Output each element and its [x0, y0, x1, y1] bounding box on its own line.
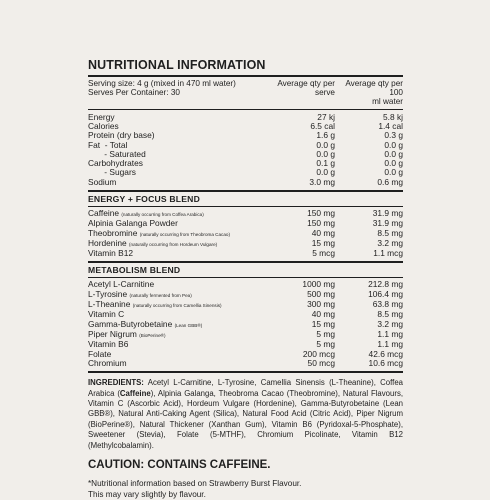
- row-serve-value: 15 mg: [311, 318, 335, 329]
- row-per100-value: 0.0 g: [384, 158, 403, 169]
- metabolism-blend-table: [88, 280, 403, 368]
- row-serve-value: 0.0 g: [316, 167, 335, 178]
- servings-per-container: Serves Per Container: 30: [88, 88, 180, 98]
- row-serve-value: 1.6 g: [316, 130, 335, 141]
- row-serve-value: 3.0 mg: [309, 176, 335, 187]
- metabolism-blend-row: [88, 359, 403, 368]
- row-per100-value: 0.0 g: [384, 167, 403, 178]
- nutrition-divider: [88, 190, 403, 192]
- row-note: (BioPerine®): [139, 332, 166, 338]
- header-divider: [88, 109, 403, 110]
- title-divider: [88, 75, 403, 77]
- row-serve-value: 27 kj: [317, 111, 335, 122]
- row-serve-value: 50 mcg: [307, 357, 335, 368]
- row-serve-value: 0.0 g: [316, 139, 335, 150]
- row-name: - Sugars: [88, 167, 136, 178]
- row-per100-value: 10.6 mcg: [368, 357, 403, 368]
- serving-header: [88, 79, 403, 107]
- row-name: Vitamin C: [88, 309, 125, 320]
- row-name: Acetyl L-Carnitine: [88, 279, 155, 290]
- nutrition-row: [88, 131, 403, 140]
- row-name: Alpinia Galanga Powder: [88, 218, 178, 229]
- row-per100-value: 0.3 g: [384, 130, 403, 141]
- footnote-line-1: *Nutritional information based on Strawberry Burst Flavour.: [88, 478, 302, 488]
- row-note: (naturally fermented from Pea): [129, 292, 192, 298]
- row-serve-value: 5 mg: [316, 339, 335, 350]
- row-per100-value: 0.0 g: [384, 139, 403, 150]
- row-serve-value: 0.1 g: [316, 158, 335, 169]
- row-name: Gamma-Butyrobetaine: [88, 318, 173, 329]
- row-name: Carbohydrates: [88, 158, 143, 169]
- row-note: (naturally occurring from Coffea Arabica): [121, 211, 204, 217]
- row-per100-value: 0.0 g: [384, 148, 403, 159]
- nutrition-table: [88, 113, 403, 187]
- row-per100-value: 1.1 mcg: [373, 248, 403, 259]
- row-serve-value: 200 mcg: [302, 348, 335, 359]
- nutrition-row: [88, 113, 403, 122]
- row-per100-value: 8.5 mg: [377, 227, 403, 238]
- row-name: Hordenine: [88, 237, 127, 248]
- row-name: L-Theanine: [88, 299, 131, 310]
- row-note: (naturally occurring from Camellia Sinensis): [132, 303, 222, 309]
- row-per100-value: 3.2 mg: [377, 318, 403, 329]
- row-serve-value: 15 mg: [311, 237, 335, 248]
- row-note: (naturally occurring from Hordeum Vulgare): [128, 241, 218, 247]
- row-serve-value: 5 mcg: [312, 248, 335, 259]
- energy-blend-end-divider: [88, 261, 403, 263]
- row-name: Energy: [88, 111, 115, 122]
- row-serve-value: 6.5 cal: [310, 120, 335, 131]
- row-per100-value: 42.6 mcg: [368, 348, 403, 359]
- ingredients-label: INGREDIENTS:: [88, 378, 144, 388]
- row-name: L-Tyrosine: [88, 288, 128, 299]
- row-per100-value: 1.1 mg: [377, 328, 403, 339]
- row-note: (Lean GBB®): [174, 322, 203, 328]
- row-serve-value: 150 mg: [307, 207, 335, 218]
- row-per100-value: 106.4 mg: [368, 288, 403, 299]
- row-name: Vitamin B12: [88, 248, 134, 259]
- row-per100-value: 8.5 mg: [377, 309, 403, 320]
- row-name: Theobromine: [88, 227, 138, 238]
- nutrition-panel: [88, 58, 403, 500]
- row-name: - Saturated: [88, 148, 146, 159]
- row-name: Piper Nigrum: [88, 328, 137, 339]
- footnote-line-2: This may vary slightly by flavour.: [88, 489, 206, 499]
- nutrition-row: [88, 168, 403, 177]
- row-name: Calories: [88, 120, 119, 131]
- panel-title: NUTRITIONAL INFORMATION: [88, 58, 266, 72]
- row-name: Fat - Total: [88, 139, 128, 150]
- row-per100-value: 1.1 mg: [377, 339, 403, 350]
- row-name: Protein (dry base): [88, 130, 155, 141]
- row-serve-value: 300 mg: [307, 299, 335, 310]
- row-per100-value: 3.2 mg: [377, 237, 403, 248]
- ingredients-text: [88, 378, 403, 451]
- metabolism-blend-row: [88, 290, 403, 300]
- row-name: Caffeine: [88, 207, 120, 218]
- row-note: (naturally occurring from Theobroma Cacao): [139, 231, 230, 237]
- metabolism-blend-title: METABOLISM BLEND: [88, 265, 181, 276]
- row-serve-value: 5 mg: [316, 328, 335, 339]
- metabolism-blend-row: [88, 340, 403, 349]
- ingredients-part-b: ), Alpinia Galanga, Theobroma Cacao (Theobromine), Natural Flavours, Vitamin C (Ascorbic Acid), Hordeum Vulgare (Hordenine), Gamma-Butyrobetaine (Lean GBB®), Natural Anti-Caking Agent (Silica), Natural Food Acid (Citric Acid), Piper Nigrum (BioPerine®), Natural Thickener (Xanthan Gum), Vitamin B6 (Pyridoxal-5-Phosphate), Sweetener (Stevia), Folate (5-MTHF), Chromium Picolinate, Vitamin B12 (Methylcobalamin).: [88, 388, 404, 450]
- row-serve-value: 500 mg: [307, 288, 335, 299]
- ingredients-part-a: Acetyl L-Carnitine, L-Tyrosine, Camellia Sinensis (L-Theanine), Coffea Arabica (: [88, 378, 403, 398]
- metabolism-blend-row: [88, 300, 403, 310]
- row-per100-value: 0.6 mg: [377, 176, 403, 187]
- row-per100-value: 5.8 kj: [382, 111, 403, 122]
- energy-blend-row: [88, 229, 403, 239]
- energy-blend-table: [88, 209, 403, 258]
- serving-size: Serving size: 4 g (mixed in 470 ml water): [88, 79, 236, 88]
- row-name: Sodium: [88, 176, 117, 187]
- ingredients-caffeine: Caffeine: [119, 388, 151, 398]
- row-serve-value: 150 mg: [307, 218, 335, 229]
- row-per100-value: 31.9 mg: [372, 218, 403, 229]
- row-per100-value: 63.8 mg: [372, 299, 403, 310]
- energy-blend-row: [88, 239, 403, 249]
- col-header-serve: Average qty per serve: [277, 79, 335, 98]
- row-per100-value: 1.4 cal: [378, 120, 403, 131]
- metabolism-blend-divider: [88, 277, 403, 278]
- row-name: Folate: [88, 348, 112, 359]
- energy-blend-title: ENERGY + FOCUS BLEND: [88, 193, 200, 204]
- row-serve-value: 40 mg: [311, 227, 335, 238]
- row-per100-value: 31.9 mg: [372, 207, 403, 218]
- nutrition-row: [88, 178, 403, 187]
- caution-warning: CAUTION: CONTAINS CAFFEINE.: [88, 458, 271, 471]
- footnote: [88, 479, 403, 500]
- metabolism-blend-row: [88, 330, 403, 340]
- row-name: Chromium: [88, 357, 127, 368]
- metabolism-blend-row: [88, 350, 403, 359]
- metabolism-blend-end-divider: [88, 371, 403, 373]
- row-serve-value: 0.0 g: [316, 148, 335, 159]
- row-name: Vitamin B6: [88, 339, 129, 350]
- energy-blend-row: [88, 249, 403, 258]
- row-per100-value: 212.8 mg: [368, 279, 403, 290]
- col-header-per100: Average qty per 100 ml water: [345, 79, 403, 107]
- row-serve-value: 1000 mg: [302, 279, 335, 290]
- energy-blend-divider: [88, 206, 403, 207]
- row-serve-value: 40 mg: [311, 309, 335, 320]
- metabolism-blend-row: [88, 280, 403, 289]
